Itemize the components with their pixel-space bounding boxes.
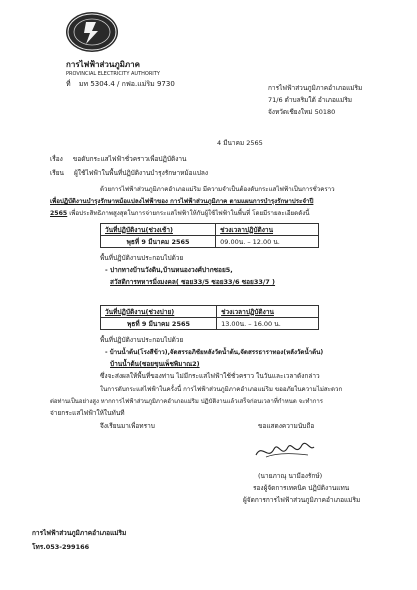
recipient-text: ผู้ใช้ไฟฟ้าในพื้นที่ปฏิบัติงานบำรุงรักษาหม้อแปลง [74,169,209,177]
handwritten-signature [252,437,316,467]
morning-time: 09.00น. – 12.00 น. [216,236,319,248]
morning-date: พุธที่ 9 มีนาคม 2565 [101,236,216,248]
pea-logo [66,12,118,52]
letter-date: 4 มีนาคม 2565 [217,139,263,147]
signature-salutation: ขอแสดงความนับถือ [258,422,315,430]
afternoon-time: 13.00น. – 16.00 น. [217,318,319,330]
subject-text: ขอดับกระแสไฟฟ้าชั่วคราวเพื่อปฏิบัติงาน [72,155,187,163]
header-date-morning: วันที่ปฏิบัติงาน(ช่วงเช้า) [101,224,216,236]
header-time-morning: ช่วงเวลาปฏิบัติงาน [216,224,319,236]
sender-address-line3: จังหวัดเชียงใหม่ 50180 [268,108,336,116]
area-morning-intro: พื้นที่ปฏิบัติงานประกอบไปด้วย [100,254,184,262]
closing-line4: จ่ายกระแสไฟฟ้าให้ในทันที [50,409,125,417]
afternoon-date: พุธที่ 9 มีนาคม 2565 [101,318,217,330]
signature-title2: ผู้จัดการการไฟฟ้าส่วนภูมิภาคอำเภอแม่ริม [243,496,361,504]
intro-year: 2565 [50,210,68,217]
intro-line3: เพื่อประสิทธิภาพสูงสุดในการจ่ายกระแสไฟฟ้าให้กับผู้ใช้ไฟฟ้าในพื้นที่ โดยมีรายละเอียดดังนี้ [67,210,310,217]
closing-line1: ซึ่งจะส่งผลให้พื้นที่ของท่าน ไม่มีกระแสไฟฟ้าใช้ชั่วคราว ในวันและเวลาดังกล่าว [100,372,320,380]
sender-address-line1: การไฟฟ้าส่วนภูมิภาคอำเภอแม่ริม [268,84,363,92]
subject-label: เรื่อง [50,155,63,163]
closing-line3: ต่อท่านเป็นอย่างสูง หากการไฟฟ้าส่วนภูมิภาคอำเภอแม่ริม ปฏิบัติงานแล้วเสร็จก่อนเวลาที่กำหนด จะทำการ [50,398,323,405]
header-date-afternoon: วันที่ปฏิบัติงาน(ช่วงบ่าย) [101,306,217,318]
area-morning-line1: - ปากทางบ้านวังดิน,บ้านหนองวงศ์ปากซอย5, [105,266,233,274]
signature-name: (นายภาณุ นามีองรักษ์) [258,472,323,480]
area-morning-line2: สวัสดิการทหารมิ่งมงคล( ซอย33/5 ซอย33/6 ซอย33/7 ) [110,278,276,286]
schedule-table-afternoon [100,305,319,330]
org-name-english: PROVINCIAL ELECTRICITY AUTHORITY [66,71,160,77]
recipient-label: เรียน [50,169,64,177]
intro-line1: ด้วยการไฟฟ้าส่วนภูมิภาคอำเภอแม่ริม มีความจำเป็นต้องดับกระแสไฟฟ้าเป็นการชั่วคราว [100,186,335,193]
schedule-table-morning [100,223,319,248]
signature-title1: รองผู้จัดการเทคนิค ปฏิบัติงานแทน [253,484,350,492]
header-time-afternoon: ช่วงเวลาปฏิบัติงาน [217,306,319,318]
footer-org: การไฟฟ้าส่วนภูมิภาคอำเภอแม่ริม [32,529,127,537]
footer-phone: โทร.053-299166 [32,543,90,551]
area-afternoon-line1: - บ้านน้ำต้น(โรงสีข้าว),จัดสรรอภิชัยหลังวัดน้ำต้น,จัดสรรธาราทอง(หลังวัดน้ำต้น) [105,349,324,356]
closing-line5: จึงเรียนมาเพื่อทราบ [100,422,155,430]
sender-address-line2: 71/6 ตำบลริมใต้ อำเภอแม่ริม [268,96,353,104]
ref-number: มท 5304.4 / กฟอ.แม่ริม 9730 [78,80,175,88]
area-afternoon-line2: บ้านน้ำต้น(ซอยขุนเพ็ชพิมาณ2) [110,360,200,368]
area-afternoon-intro: พื้นที่ปฏิบัติงานประกอบไปด้วย [100,336,184,344]
intro-line2: เพื่อปฏิบัติงานบำรุงรักษาหม้อแปลงไฟฟ้าของ การไฟฟ้าส่วนภูมิภาค ตามแผนการบำรุงรักษาประจำปี [50,198,314,205]
ref-prefix: ที่ [66,80,71,88]
org-name-thai: การไฟฟ้าส่วนภูมิภาค [66,60,140,69]
closing-line2: ในการดับกระแสไฟฟ้าในครั้งนี้ การไฟฟ้าส่วนภูมิภาคอำเภอแม่ริม ขออภัยในความไม่สะดวก [100,386,343,393]
